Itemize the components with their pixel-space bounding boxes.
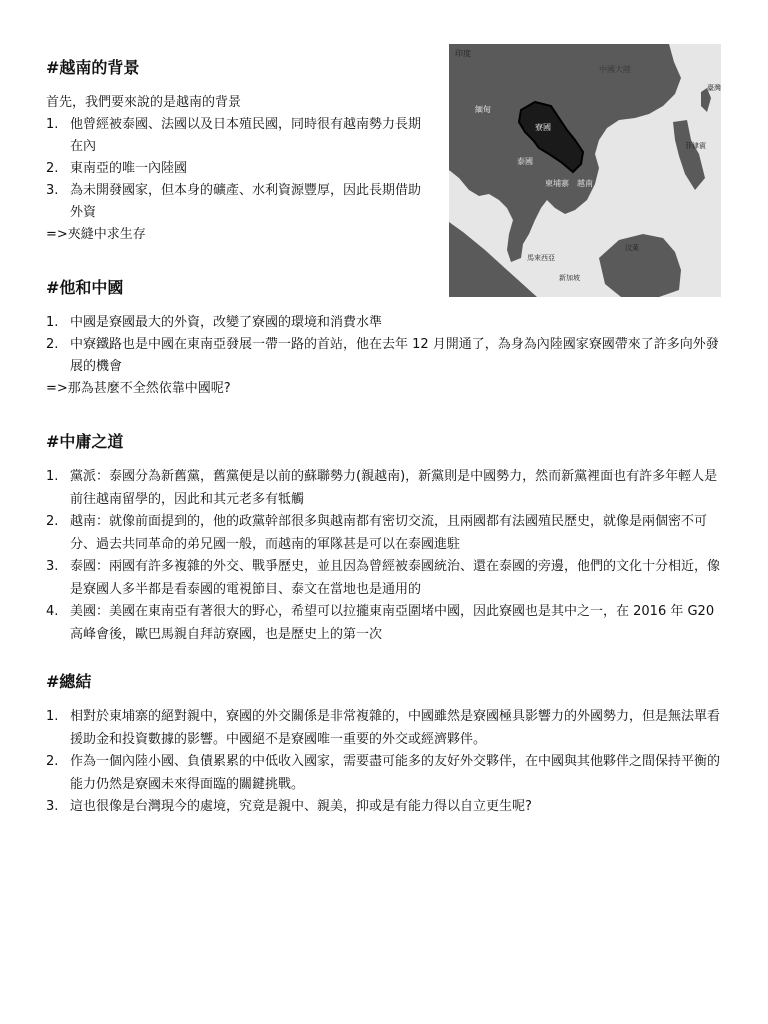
map-label-cambodia: 柬埔寨 (545, 179, 569, 188)
list-item (46, 601, 722, 646)
list-item (46, 556, 722, 601)
southeast-asia-map (449, 44, 721, 297)
section-middle-way (46, 432, 722, 646)
list-number: 1. (46, 469, 59, 484)
list-text: 為未開發國家，但本身的礦產、水利資源豐厚，因此長期借助外資 (70, 183, 422, 220)
section-list (46, 114, 426, 224)
section-intro: 首先，我們要來說的是越南的背景 (46, 95, 242, 110)
map-label-india: 印度 (455, 49, 471, 58)
map-label-vietnam: 越南 (577, 179, 593, 188)
list-text: 東南亞的唯一內陸國 (70, 161, 188, 176)
section-conclusion: =>夾縫中求生存 (46, 227, 146, 242)
section-laos-and-china (46, 278, 722, 400)
map-label-brunei: 汶萊 (625, 244, 639, 252)
list-item (46, 180, 426, 224)
list-number: 3. (46, 183, 59, 198)
list-number: 2. (46, 514, 59, 529)
map-label-taiwan: 臺灣 (707, 84, 721, 92)
list-item (46, 312, 722, 334)
map-image (449, 44, 721, 297)
list-number: 3. (46, 799, 59, 814)
list-text: 黨派：泰國分為新舊黨，舊黨便是以前的蘇聯勢力(親越南)，新黨則是中國勢力，然而新黨裡面也有許多年輕人是前往越南留學的，因此和其元老多有牴觸 (70, 469, 718, 507)
list-text: 這也很像是台灣現今的處境，究竟是親中、親美，抑或是有能力得以自立更生呢? (70, 799, 532, 814)
section-conclusion: =>那為甚麼不全然依靠中國呢? (46, 381, 231, 396)
list-number: 2. (46, 337, 59, 352)
list-item (46, 511, 722, 556)
list-item (46, 158, 426, 180)
section-heading: #中庸之道 (46, 432, 124, 451)
section-list (46, 706, 722, 819)
list-number: 2. (46, 161, 59, 176)
list-text: 泰國：兩國有許多複雜的外交、戰爭歷史，並且因為曾經被泰國統治、還在泰國的旁邊，他們的文化十分相近，像是寮國人多半都是看泰國的電視節目、泰文在當地也是通用的 (70, 559, 721, 597)
section-list (46, 312, 722, 378)
list-text: 美國：美國在東南亞有著很大的野心，希望可以拉攏東南亞圍堵中國，因此寮國也是其中之一，在 2016 年 G20 高峰會後，歐巴馬親自拜訪寮國，也是歷史上的第一次 (70, 604, 715, 642)
map-label-philippines: 菲律賓 (685, 142, 706, 150)
section-heading: #越南的背景 (46, 58, 140, 77)
map-label-laos: 寮國 (535, 123, 551, 132)
list-number: 1. (46, 709, 59, 724)
section-vietnam-background (46, 58, 426, 246)
list-number: 1. (46, 315, 59, 330)
map-label-singapore: 新加坡 (559, 274, 580, 282)
list-text: 中國是寮國最大的外資，改變了寮國的環境和消費水準 (70, 315, 383, 330)
list-item (46, 751, 722, 796)
list-number: 2. (46, 754, 59, 769)
map-label-china: 中國大陸 (599, 65, 631, 74)
list-text: 越南：就像前面提到的，他的政黨幹部很多與越南都有密切交流，且兩國都有法國殖民歷史，就像是兩個密不可分、過去共同革命的弟兄國一般，而越南的軍隊甚是可以在泰國進駐 (70, 514, 708, 552)
list-item (46, 466, 722, 511)
list-number: 3. (46, 559, 59, 574)
section-heading: #總結 (46, 672, 92, 691)
map-label-myanmar: 緬甸 (475, 105, 491, 114)
list-item (46, 706, 722, 751)
list-item (46, 796, 722, 819)
list-item (46, 334, 722, 378)
list-text: 作為一個內陸小國、負債累累的中低收入國家，需要盡可能多的友好外交夥伴，在中國與其他夥伴之間保持平衡的能力仍然是寮國未來得面臨的關鍵挑戰。 (70, 754, 721, 792)
list-number: 1. (46, 117, 59, 132)
list-number: 4. (46, 604, 59, 619)
list-item (46, 114, 426, 158)
list-text: 中寮鐵路也是中國在東南亞發展一帶一路的首站，他在去年 12 月開通了，為身為內陸國家寮國帶來了許多向外發展的機會 (70, 337, 719, 374)
map-label-malaysia: 馬來西亞 (527, 254, 555, 262)
section-list (46, 466, 722, 646)
list-text: 相對於東埔寨的絕對親中，寮國的外交關係是非常複雜的，中國雖然是寮國極具影響力的外國勢力，但是無法單看援助金和投資數據的影響。中國絕不是寮國唯一重要的外交或經濟夥伴。 (70, 709, 721, 747)
list-text: 他曾經被泰國、法國以及日本殖民國，同時很有越南勢力長期在內 (70, 117, 422, 154)
section-summary (46, 672, 722, 819)
section-heading: #他和中國 (46, 278, 124, 297)
map-label-thailand: 泰國 (517, 157, 533, 166)
